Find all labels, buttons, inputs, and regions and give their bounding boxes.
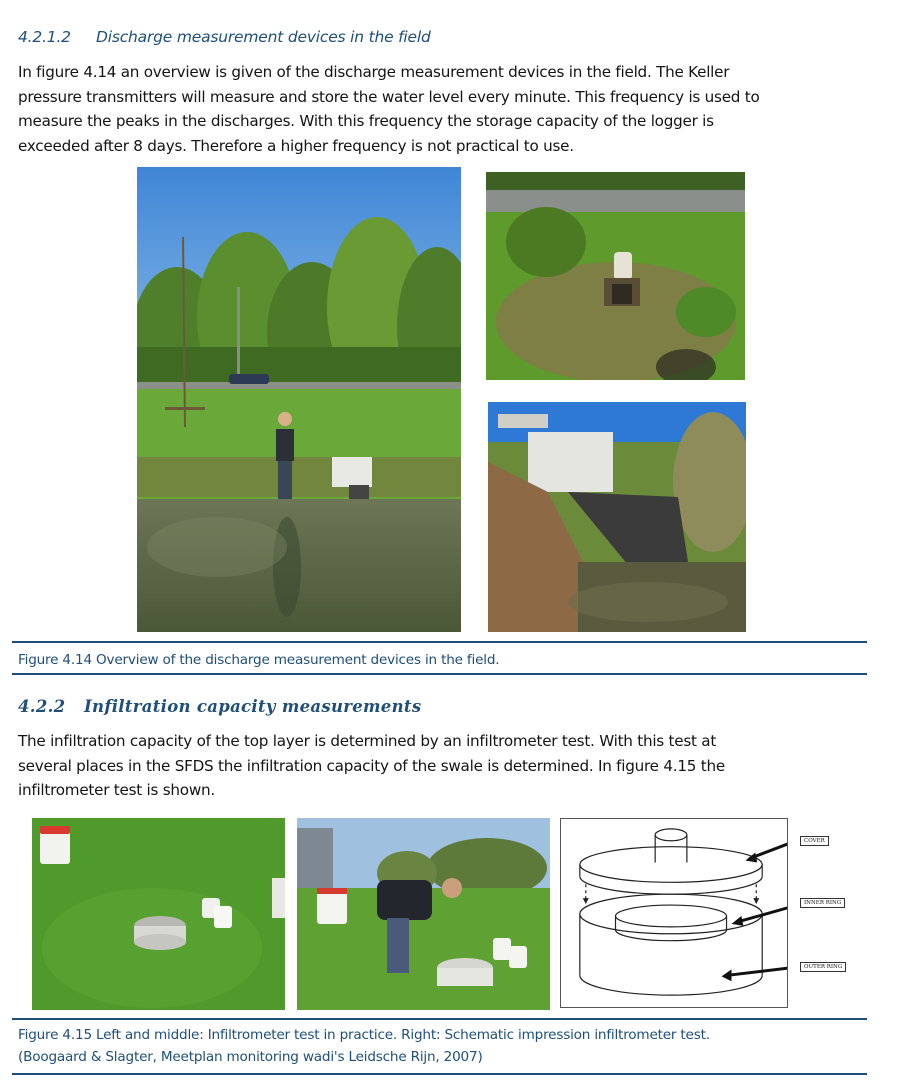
section-heading-4-2-2 (18, 697, 878, 716)
paragraph-infiltration (18, 729, 880, 803)
paragraph-discharge (18, 60, 880, 158)
section-heading-4-2-1-2 (18, 28, 878, 46)
photo-infiltrometer-ground (32, 818, 285, 1010)
diagram-label-cover: COVER (800, 836, 829, 846)
caption-line: (Boogaard & Slagter, Meetplan monitoring wadi's Leidsche Rijn, 2007) (18, 1049, 483, 1065)
diagram-label-outer-ring: OUTER RING (800, 962, 846, 972)
paragraph-line: pressure transmitters will measure and store the water level every minute. This frequency is used to (18, 87, 760, 106)
section-number: 4.2.1.2 (18, 28, 71, 46)
section-number: 4.2.2 (18, 697, 66, 716)
diagram-label-inner-ring: INNER RING (800, 898, 845, 908)
paragraph-line: In figure 4.14 an overview is given of the discharge measurement devices in the field. The Keller (18, 63, 730, 81)
paragraph-line: The infiltration capacity of the top layer is determined by an infiltrometer test. With this test at (18, 732, 717, 750)
photo-infiltrometer-person (297, 818, 550, 1010)
caption-rule-top (12, 641, 867, 643)
caption-rule-bottom (12, 1073, 867, 1075)
paragraph-line: several places in the SFDS the infiltration capacity of the swale is determined. In figure 4.15 the (18, 756, 725, 775)
figure-4-15-caption (18, 1024, 878, 1068)
section-title: Discharge measurement devices in the field (96, 28, 431, 46)
photo-weir-grass-top (486, 172, 745, 380)
figure-4-14-caption (18, 649, 878, 671)
paragraph-line: measure the peaks in the discharges. With this frequency the storage capacity of the logger is (18, 112, 714, 131)
photo-person-at-pond (137, 167, 461, 632)
caption-rule-bottom (12, 673, 867, 675)
photo-weir-closeup (488, 402, 746, 632)
caption-line: Figure 4.15 Left and middle: Infiltrometer test in practice. Right: Schematic impression infiltrometer test. (18, 1027, 710, 1043)
paragraph-line: infiltrometer test is shown. (18, 781, 215, 800)
section-title: Infiltration capacity measurements (84, 697, 422, 716)
caption-line: Figure 4.14 Overview of the discharge measurement devices in the field. (18, 652, 500, 668)
diagram-infiltrometer-schematic (560, 818, 788, 1008)
caption-rule-top (12, 1018, 867, 1020)
paragraph-line: exceeded after 8 days. Therefore a higher frequency is not practical to use. (18, 136, 574, 155)
